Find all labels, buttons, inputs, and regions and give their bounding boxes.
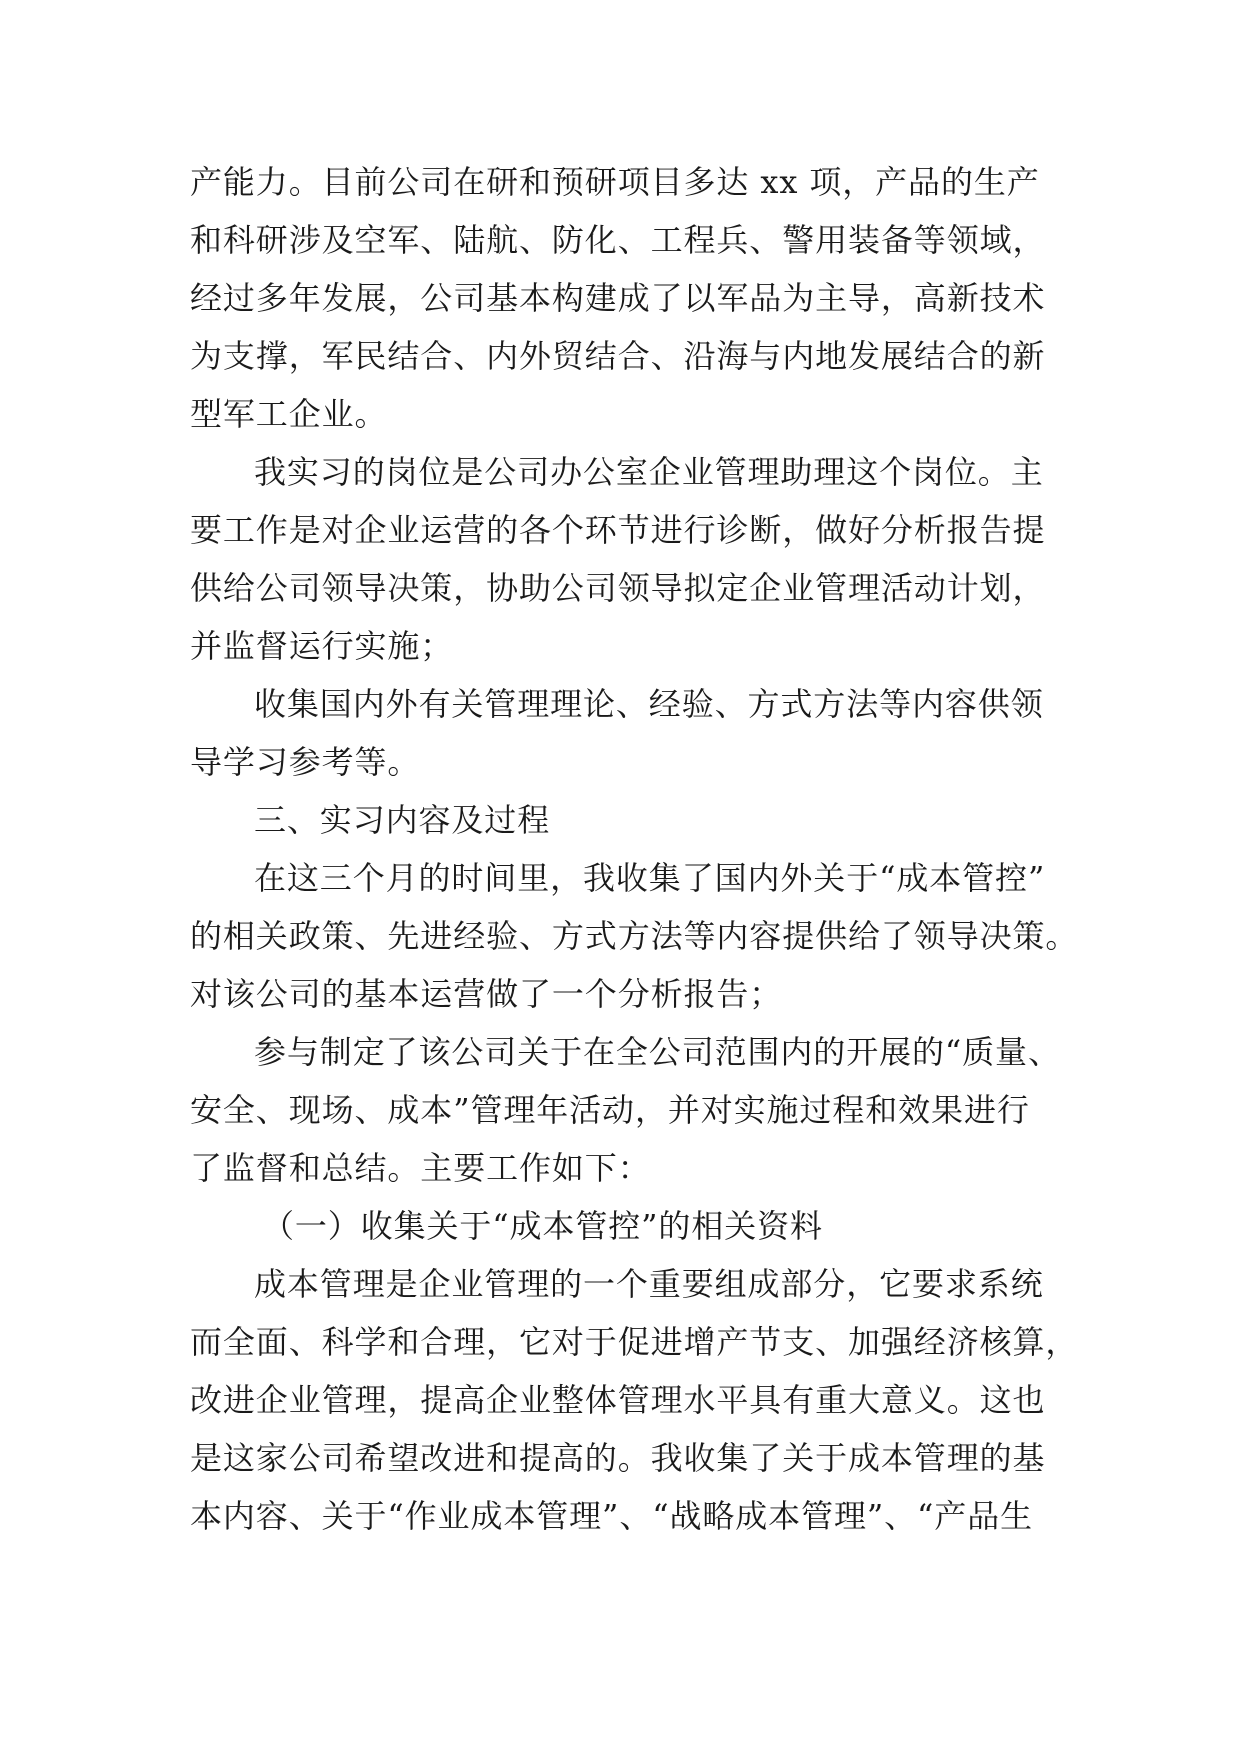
- paragraph-first-line: 在这三个月的时间里，我收集了国内外关于“成本管控”: [254, 859, 1046, 897]
- subsection-heading: （一）收集关于“成本管控”的相关资料: [262, 1207, 823, 1245]
- body-text-line: 要工作是对企业运营的各个环节进行诊断，做好分析报告提: [190, 511, 1046, 549]
- body-text-line: 本内容、关于“作业成本管理”、“战略成本管理”、“产品生: [190, 1497, 1033, 1535]
- body-text-line: 并监督运行实施；: [190, 627, 454, 665]
- body-text-line: 为支撑，军民结合、内外贸结合、沿海与内地发展结合的新: [190, 337, 1046, 375]
- body-text-line: 而全面、科学和合理，它对于促进增产节支、加强经济核算，: [190, 1323, 1079, 1361]
- body-text-line: 安全、现场、成本”管理年活动，并对实施过程和效果进行: [190, 1091, 1030, 1129]
- paragraph-first-line: 我实习的岗位是公司办公室企业管理助理这个岗位。主: [254, 453, 1044, 491]
- body-text-line: 供给公司领导决策，协助公司领导拟定企业管理活动计划，: [190, 569, 1046, 607]
- body-text-line: 型军工企业。: [190, 395, 388, 433]
- body-text-line: 改进企业管理，提高企业整体管理水平具有重大意义。这也: [190, 1381, 1046, 1419]
- section-heading: 三、实习内容及过程: [254, 801, 551, 839]
- body-text-line: 产能力。目前公司在研和预研项目多达 xx 项，产品的生产: [190, 163, 1040, 201]
- body-text-line: 经过多年发展，公司基本构建成了以军品为主导，高新技术: [190, 279, 1046, 317]
- body-text-line: 和科研涉及空军、陆航、防化、工程兵、警用装备等领域，: [190, 221, 1046, 259]
- body-text-line: 的相关政策、先进经验、方式方法等内容提供给了领导决策。: [190, 917, 1079, 955]
- body-text-line: 对该公司的基本运营做了一个分析报告；: [190, 975, 783, 1013]
- paragraph-first-line: 参与制定了该公司关于在全公司范围内的开展的“质量、: [254, 1033, 1061, 1071]
- paragraph-first-line: 收集国内外有关管理理论、经验、方式方法等内容供领: [254, 685, 1044, 723]
- body-text-line: 导学习参考等。: [190, 743, 421, 781]
- body-text-line: 是这家公司希望改进和提高的。我收集了关于成本管理的基: [190, 1439, 1046, 1477]
- paragraph-first-line: 成本管理是企业管理的一个重要组成部分，它要求系统: [254, 1265, 1044, 1303]
- body-text-line: 了监督和总结。主要工作如下：: [190, 1149, 651, 1187]
